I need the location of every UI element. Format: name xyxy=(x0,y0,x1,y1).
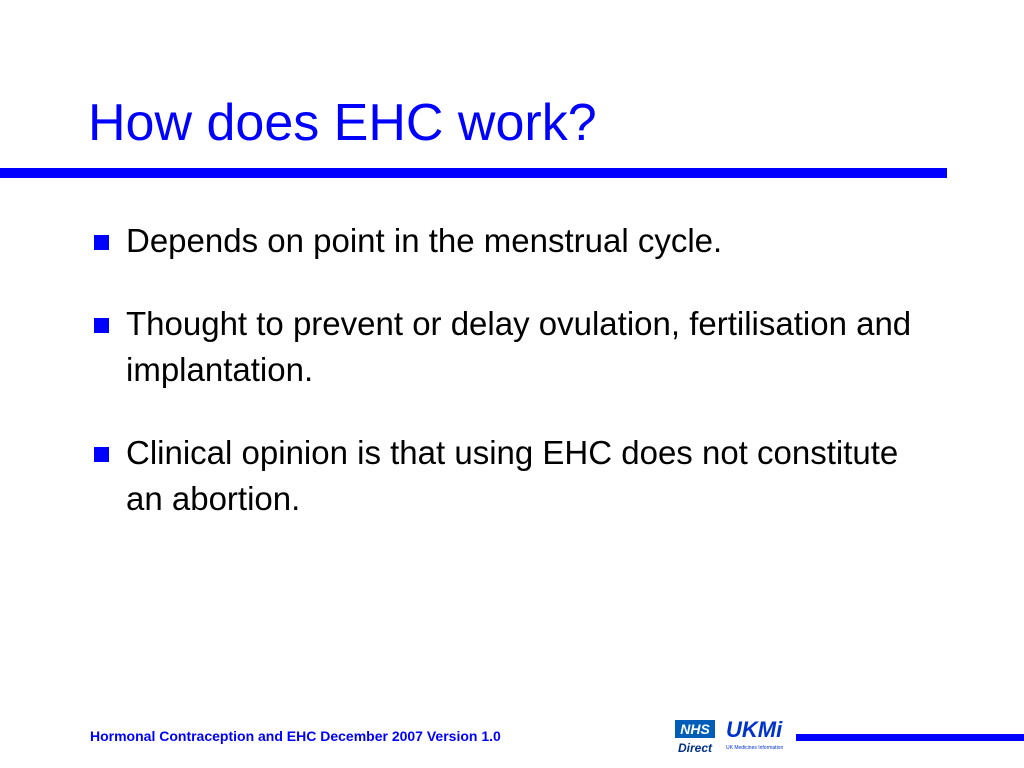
bullet-item xyxy=(90,301,940,393)
title-underline xyxy=(0,168,947,178)
bullet-text: Clinical opinion is that using EHC does not constitute an abortion. xyxy=(126,434,899,517)
square-bullet-icon xyxy=(94,447,109,462)
bullet-item xyxy=(90,218,940,264)
square-bullet-icon xyxy=(94,318,109,333)
nhs-direct-logo xyxy=(675,720,715,760)
nhs-badge: NHS xyxy=(675,720,715,738)
slide-title: How does EHC work? xyxy=(88,94,597,152)
ukmi-wordmark: UKMi xyxy=(726,717,783,742)
bullet-item xyxy=(90,430,940,522)
ukmi-subtitle: UK Medicines Information xyxy=(726,745,784,751)
footer-text: Hormonal Contraception and EHC December 2007 Version 1.0 xyxy=(90,728,501,744)
square-bullet-icon xyxy=(94,235,109,250)
nhs-direct-label: Direct xyxy=(677,741,712,755)
ukmi-logo xyxy=(726,716,796,762)
footer-rule xyxy=(796,734,1024,741)
bullet-list xyxy=(90,218,940,559)
bullet-text: Depends on point in the menstrual cycle. xyxy=(126,222,723,259)
bullet-text: Thought to prevent or delay ovulation, fertilisation and implantation. xyxy=(126,305,912,388)
